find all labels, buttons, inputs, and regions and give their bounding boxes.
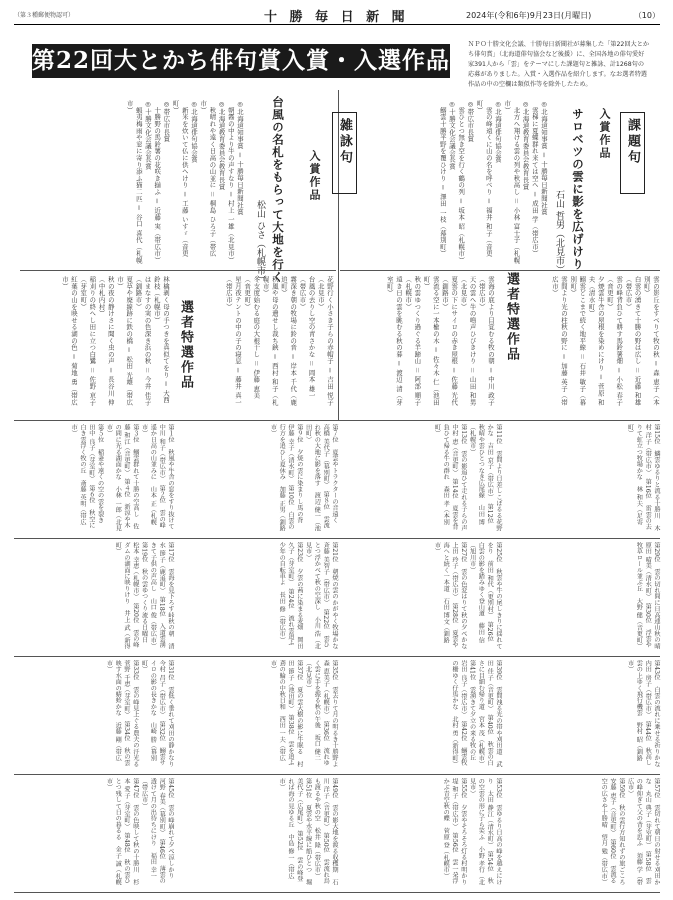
grid-entry: 第７位 夏雲やトラクターの音遠く 高橋 美代子（幕別町） 第８位 雲流れ秋の大地に影を落す 渡辺 健一（池田町）: [304, 424, 338, 532]
senja-line: 秋風や母の遺せし裁ち鋏 ＝ 西村 和子（札幌市）: [261, 276, 279, 406]
senja-line: はまなすの実の色深き浜の秋 ＝ 今井 佳子（釧路市）: [134, 276, 152, 406]
zatsuei-awards-list: [64, 100, 244, 265]
kadai-award-line: 雲ひとつ無き空を行く鶴の列 ＝ 坂本 昭（札幌市）: [457, 100, 466, 264]
senja-line: 紅葉の山を映せる湖の色 ＝ 菊地 勇（帯広市）: [60, 276, 78, 406]
senja-line: 夕焼雲牛舎の屋根を染めにけり ＝ 菅原 和夫（清水町）: [587, 276, 605, 406]
grid-entry: 第13位 雲の影追ひて走れる子らの声 中村 恵（音更町） 第14位 夏雲を背負ひて帰る牛の群れ 森田 孝（本別町）: [433, 424, 467, 538]
grid-entry: 第53位 雲ゆるり日高の峰を越えにけり 太田 静江（清水町） 第54位 秋の空雲の形に子ら笑ふ 小野 孝行（北見市）: [468, 778, 502, 886]
winning-haiku-kadai: サロベツの雲に影を広げけり: [571, 108, 585, 271]
grid-entry: 第55位 夕雲やそろそろ灯る村明かり 堤 和子（帯広市） 第56位 雲一朶浮かぶ青空秋の蝶 菅原 登（札幌市）: [442, 778, 467, 892]
senja-line: 白雲の湧きて十勝の野は広し ＝ 近藤 和雄（帯広市）: [624, 276, 642, 406]
senja-line: 雲の影丘をすべりて牧の秋 ＝ 森 恵子（本別町）: [642, 276, 660, 406]
zatsuei-award-line: 朝霧の中より牛の声すなり ＝ 村上 一雄（北見市）: [226, 100, 235, 264]
kadai-award-line: 鰯雲十勝平野を覆ひけり ＝ 澤田 一枝（幕別町）: [438, 100, 447, 257]
zatsuei-award-line: ◎北海道教育委員会教育長賞: [217, 100, 226, 190]
grid-entry: 第59位 秋の雲行方知れずの旅ごころ 安藤 恵子（音更町） 第60位 雲流る空の広さや十勝晴 望月 勉（帯広市）: [600, 778, 625, 892]
grid-entry: 第11位 雲間より日差しこぼるる花野かな 吉田 京子（帯広市） 第12位 秋晴や雲ひとつなき広尾線 山田 博（札幌市）: [468, 424, 502, 532]
grid-entry: 第19位 秋の雲ゆつくり流る日曜日 松本 幸恵（札幌市） 第20位 雲の峰ダムの湖面に映りけり 井上 武（新得町）: [114, 542, 148, 650]
award-heading-kadai: 入賞作品: [598, 108, 611, 160]
senja-line: 秋の夜の静けさに聞く虫の声 ＝ 長谷川 伸（中札内村）: [97, 276, 115, 406]
zatsuei-award-line: 蝦夷梅雨や窓に寄り添ふ猫二匹 ＝ 谷口 喜代（札幌市）: [125, 100, 143, 264]
senja-line: 雲流る空に一本楡の木 ＝ 佐々木 仁（池田町）: [422, 276, 440, 406]
grid-tier-rule: [14, 656, 660, 657]
senja-line: 台風の去りし空の青さかな ＝ 岡本 雄一（帯広市）: [298, 276, 316, 399]
senja-line: 霧深き朝の牧場に鈴の音 ＝ 岸本 千代（鹿追町）: [279, 276, 298, 406]
award-heading-zatsuei: 入賞作品: [308, 150, 321, 202]
zatsuei-senja-list-b: [200, 276, 334, 411]
zatsuei-senja-list-a: [20, 276, 170, 411]
zatsuei-award-line: 秋晴れや遠く日高の山並に ＝ 桐島 ひろ子（帯広市）: [199, 100, 217, 257]
grid-block: [506, 778, 660, 892]
senja-line: 秋の雲ゆつくり過ぐる羊蹄山 ＝ 阿部 順子（札幌市）: [404, 276, 422, 406]
zatsuei-award-line: ◎十勝文化会議会長賞: [143, 100, 152, 170]
kadai-awards-list: [368, 100, 548, 265]
zatsuei-award-line: ◎北海道知事賞 ＝ 十勝毎日新聞社賞: [236, 100, 244, 216]
grid-block: [342, 660, 502, 770]
page-number: （10）: [633, 11, 660, 20]
winner-name-kadai: 石山 哲男（北見市）: [554, 190, 564, 274]
grid-block: [506, 542, 660, 656]
grid-entry: 第１位 秋風や牛舎の窓をすり抜けて 中川 和子（帯広市） 第２位 雲の峰遥か日高の山並みに 山本 正（札幌市）: [140, 424, 174, 536]
kadai-award-line: 雲の峰遠くに山の名を呼べり ＝ 福井 和子（音更町）: [475, 100, 493, 257]
grid-entry: 第25位 秋雲や牛の尾しきりに揺れてをり 前田 和代（更別村） 第26位 白雲の影を踏みゆく登山道 藤田 信（旭川市）: [468, 542, 502, 650]
grid-block: [506, 424, 660, 534]
grid-top-rule: [14, 420, 660, 421]
grid-entry: 第43位 白雲の流れに乗せる祈りかな 内田 房子（帯広市） 第44位 秋高し雲の上ゆく飛行機雲 野村 昭（釧路市）: [626, 660, 660, 774]
category-kadai: 課題句: [620, 112, 645, 194]
grid-entry: 第３位 鰯雲群れて十勝の空高し 佐藤 和江（音更町） 第４位 新涼や木の間に光る湖面かな 小林 一郎（北見市）: [105, 424, 139, 532]
grid-entry: 第29位 雲の切れ間に日高連山秋の晴 原田 晴美（清水町） 第30位 浮雲や牧草ロール並ぶ丘 大野 健（音更町）: [635, 542, 660, 656]
senja-line: 雲間より光の柱秋の野に ＝ 加藤 英子（帯広市）: [550, 276, 568, 406]
grid-block: [342, 778, 502, 892]
senja-line: 林檎剥く母の手つきを真似てをり ＝ 大西 鈴枝（札幌市）: [152, 276, 170, 404]
grid-entry: 第23位 夕雲の茜に染まる麦畑 岡田 久子（芽室町） 第24位 流れ雲追ふ少年の自転車よ 長田 修（帯広市）: [278, 542, 303, 650]
senja-line: 天の雲へ牛の鳴声ひびきけり ＝ 山田 和男（北見市）: [459, 276, 477, 406]
senja-line: 冬支度始むる庭の大根干し ＝ 伊藤 恵美（音更町）: [243, 276, 261, 399]
grid-entry: 第37位 夏の雲大樹の影に牛眠る 村田 節子（池田町） 第38位 雲を追ふ鳶の輪の中秋日和 西田 一夫（帯広市）: [269, 660, 303, 768]
grid-entry: 第57位 雲切れて朝日の射せる刈田かな 丸山 典子（芽室町） 第58位 雲の峰仰ぎて父の背を思ふ 須藤 学（帯広市）: [626, 778, 660, 886]
section-rule: [340, 270, 660, 271]
zatsuei-award-line: ◎帯広市長賞: [162, 100, 171, 143]
grid-entry: 第31位 雲低く垂れて刈田の静かなり 今村 昌子（帯広市） 第32位 鰯雲サイロの影の長きかな 山崎 勝（幕別町）: [140, 660, 174, 774]
grid-block: [14, 424, 174, 534]
page-header: [14, 6, 660, 24]
senja-line: 遠き日の雲を眺むる秋の暮 ＝ 渡辺 清（芽室町）: [385, 276, 403, 406]
header-rule: [14, 24, 660, 25]
grid-block: [14, 542, 174, 652]
intro-text: ＮＰＯ十勝文化会議、十勝毎日新聞社が募集した「第22回大とかち俳句賞」（北海道俳句協会など後援）に、全国各地の俳句愛好家391人から「雲」をテーマにした課題句と雑詠、計1268句の応募がありました。入賞・入選作品を紹介します。なお選者特選作品の中の空欄は類似作等を除外したため。: [468, 41, 650, 88]
zatsuei-award-line: ◎北海道俳句協会賞: [189, 100, 198, 163]
grid-entry: 第35位 雲去りて月の明るき十勝野よ 森 恵美子（札幌市） 第36位 流れゆく雲に手を振る秋の午後 坂口 健二（北見市）: [304, 660, 338, 774]
newspaper-name: 十 勝 毎 日 新 聞: [264, 10, 409, 25]
senja-heading-zatsuei: 選者特選作品: [178, 300, 193, 390]
winning-haiku-zatsuei: 台風の名札をもらって大地を行く: [271, 96, 285, 284]
grid-entry: 第５位 稲妻や遠くの空の雲を裂き 田中 良子（芽室町） 第６位 秋空に白き雲浮く牧の丘 斎藤 英明（帯広市）: [70, 424, 104, 530]
senja-line: 星月夜テントの中の子の寝息 ＝ 藤井 真一（帯広市）: [224, 276, 242, 406]
grid-block: [178, 660, 338, 774]
grid-bottom-rule: [14, 892, 660, 893]
grid-block: [178, 778, 338, 888]
grid-entry: 第17位 雲海を見下ろす峠秋の朝 清水 節子（鹿追町） 第18位 入道雲湧きて子供の声高し 山口 俊（帯広市）: [149, 542, 174, 650]
grid-block: [178, 542, 338, 656]
grid-entry: 第21位 朝焼の雲のかがやく牧場かな 斉藤 美智子（帯広市） 第22位 雲ひとつ浮かべて秋の空深し 小川 浩（北見市）: [304, 542, 338, 656]
zatsuei-award-line: 十勝野の馬鈴薯の花咲き揃ふ ＝ 近藤 実（帯広市）: [153, 100, 162, 264]
grid-block: [178, 424, 338, 534]
grid-entry: 第33位 雲の峰見上ぐる農夫の汗光る 菅野 千恵（芽室町） 第34位 秋の雲映す水面の蜻蛉かな 近藤 剛（帯広市）: [105, 660, 139, 774]
senja-line: 夏草や廃線跡に鉄の橋 ＝ 松田 光雄（帯広市）: [115, 276, 134, 406]
senja-line: 花野行く小さき子らの赤帽子 ＝ 吉田 悦子（北見市）: [316, 276, 334, 406]
postal-note: （第３種郵便物認可）: [14, 12, 75, 19]
kadai-award-line: ◎北海道教育委員会教育長賞: [521, 100, 530, 190]
senja-line: 稲刈りの終へし田に立つ白鷺 ＝ 佐野 京子（芽室町）: [79, 276, 97, 406]
grid-entry: 第27位 雲の色変はりて秋の夕べかな 上田 玲子（帯広市） 第28位 夏雲や海へと続く一本道 石田 博文（釧路市）: [433, 542, 467, 656]
grid-block: [506, 660, 660, 774]
grid-entry: 第51位 夏雲や水平線に船ひとつ 堀 美代子（広尾町） 第52位 雲の峰登れば海の見ゆる丘 中島 修一（帯広市）: [278, 778, 312, 886]
grid-entry: 第41位 雲湧きて夕立の来る牧の丘 岩田 良子（帯広市） 第42位 鰯雲牧の柵ゆく仔馬かな 北村 勇（新得町）: [451, 660, 476, 768]
winner-name-zatsuei: 松山 ひさ（札幌市）: [255, 200, 265, 284]
senja-line: 鰯雲どこまで続く地平線 ＝ 石井 敏子（幕別町）: [569, 276, 587, 406]
grid-entry: 第39位 雲間洩る光の帯や刈田道 武田 佳子（音更町） 第40位 秋雲の白さに目細む帰り道 宮本 茂（札幌市）: [477, 660, 502, 768]
kadai-senja-list-b: [524, 276, 660, 411]
grid-entry: 第９位 夕焼の雲に染まりし馬の背 伊藤 幸子（清水町） 第10位 白雲の行方を追ひし夏休み 加藤 正男（釧路市）: [269, 424, 303, 532]
grid-tier-rule: [14, 538, 660, 539]
zatsuei-award-line: 新米を炊いて仏に供へけり ＝ 工藤 いすゞ（音更町）: [171, 100, 189, 257]
kadai-award-line: ◎十勝文化会議会長賞: [447, 100, 456, 170]
issue-date: 2024年(令和6年)9月23日(月曜日): [466, 11, 592, 20]
kadai-award-line: 雲梯に夏蝶群れ来ては空へ ＝ 成田 学（帯広市）: [530, 100, 539, 257]
grid-entry: 第45位 雲の峰崩れて夕べ涼しかり 河野 春美（幕別町） 第46位 薄雲の透けて月の出待ちにけり 福田 幸一（帯広市）: [140, 778, 174, 886]
category-zatsuei: 雑詠句: [332, 112, 357, 194]
kadai-senja-list-a: [345, 276, 495, 411]
grid-tier-rule: [14, 774, 660, 775]
senja-line: 雲海の底より目覚むる牧の朝 ＝ 中川 政子（帯広市）: [477, 276, 495, 406]
kadai-award-line: ◎北海道俳句協会賞: [493, 100, 502, 163]
grid-block: [14, 660, 174, 774]
grid-entry: 第49位 雲の影大地を渡る収穫期 石川 洋子（音更町） 第50位 雲流れ鳥も渡るや秋の空 松井 隆（帯広市）: [313, 778, 338, 886]
senja-line: 雲の峰背負ひて耕す馬鈴薯畑 ＝ 小松 春子（音更町）: [605, 276, 624, 406]
page-title: 第22回大とかち俳句賞入賞・入選作品: [32, 44, 450, 78]
grid-block: [342, 542, 502, 656]
kadai-award-line: ◎帯広市長賞: [466, 100, 475, 143]
kadai-award-line: ◎北海道知事賞 ＝ 十勝毎日新聞社賞: [540, 100, 548, 216]
senja-line: 夏雲の下にサイロの赤き屋根 ＝ 佐藤 光代（釧路市）: [440, 276, 459, 406]
grid-entry: 第15位 鱗雲ゆるりと流る十勝川 木村 洋子（帯広市） 第16位 雷雲の去りて虹立つ牧場かな 林 和夫（足寄町）: [626, 424, 660, 532]
grid-block: [14, 778, 174, 888]
section-rule: [20, 270, 336, 271]
grid-block: [342, 424, 502, 538]
kadai-award-line: 北方へ翔ける雲の列や秋高し ＝ 小林 富士子（札幌市）: [503, 100, 521, 264]
grid-entry: 第47位 雲の色映して秋の十勝川 杉本 愛子（芽室町） 第48位 秋の雲ひとつ残して日の暮るる 金子 誠（札幌市）: [105, 778, 139, 886]
senja-heading-kadai: 選者特選作品: [504, 272, 519, 362]
